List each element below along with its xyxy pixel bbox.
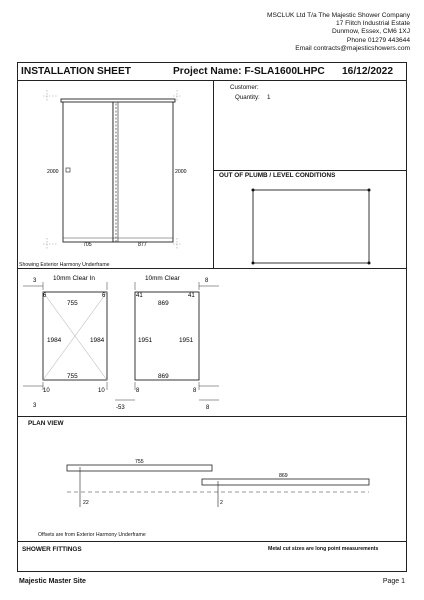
elevation-height-right: 2000 (175, 169, 187, 175)
company-phone: Phone 01279 443644 (346, 36, 410, 44)
plan-panel-2 (202, 479, 369, 485)
quantity-value: 1 (267, 94, 271, 101)
plumb-title: OUT OF PLUMB / LEVEL CONDITIONS (219, 172, 336, 179)
glass-right-height-right: 1951 (179, 337, 194, 344)
glass-left-top-left: 6 (43, 293, 47, 299)
plan-panel-1-width: 755 (135, 459, 144, 465)
footer-page: Page 1 (382, 578, 405, 585)
company-name: MSCLUK Ltd T/a The Majestic Shower Company (266, 12, 410, 19)
fittings-title: SHOWER FITTINGS (22, 546, 82, 553)
glass-right-offset-bottom-left: -53 (116, 405, 125, 411)
glass-divider (17, 416, 407, 417)
glass-right-top-right: 41 (188, 293, 195, 299)
top-rail (61, 99, 175, 102)
glass-right-width-top: 869 (158, 300, 169, 307)
glass-left-width-top: 755 (67, 300, 78, 307)
project-name: Project Name: F-SLA1600LHPC (173, 66, 325, 77)
plan-panel-2-width: 869 (279, 473, 288, 479)
company-address-line1: 17 Flitch Industrial Estate (335, 20, 410, 28)
elevation-caption: Showing Exterior Harmony Underframe (19, 262, 110, 268)
glass-left-bottom-left: 10 (43, 388, 50, 394)
glass-left-top-right: 6 (102, 293, 106, 299)
company-address-line2: Dunmow, Essex, CM6 1XJ (331, 28, 410, 36)
plan-note: Offsets are from Exterior Harmony Underframe (38, 532, 146, 538)
customer-label: Customer: (230, 84, 259, 91)
glass-left-offset-bottom: 3 (33, 403, 37, 409)
sheet-title: INSTALLATION SHEET (21, 66, 131, 77)
elevation-height-left: 2000 (47, 169, 59, 175)
right-glass-panel (113, 100, 173, 242)
plumb-divider (213, 170, 407, 171)
glass-right-height-left: 1951 (138, 337, 153, 344)
glass-right-offset-top: 8 (205, 278, 209, 284)
elevation-width-left: 705 (83, 242, 92, 248)
left-glass-panel (63, 100, 113, 242)
glass-left-width-bottom: 755 (67, 373, 78, 380)
plan-panel-1 (67, 465, 212, 471)
glass-left-title: 10mm Clear In (53, 275, 95, 282)
plumb-drawing (240, 185, 380, 265)
elevation-drawing (17, 80, 213, 270)
glass-right-bottom-right: 8 (193, 388, 197, 394)
plan-title: PLAN VIEW (28, 420, 64, 427)
glass-right-offset-bottom-right: 8 (206, 405, 210, 411)
glass-detail-drawing (17, 268, 227, 416)
section-divider-vertical (213, 80, 214, 268)
company-address (267, 12, 410, 53)
fittings-note: Metal cut sizes are long point measurements (268, 546, 379, 552)
plan-offset-2: 2 (220, 500, 223, 506)
plan-offset-1: 22 (83, 500, 89, 506)
elevation-width-right: 877 (138, 242, 147, 248)
glass-left-height-left: 1984 (47, 337, 62, 344)
footer-site: Majestic Master Site (19, 578, 86, 585)
glass-right-width-bottom: 869 (158, 373, 169, 380)
glass-left-bottom-right: 10 (98, 388, 105, 394)
glass-right-title: 10mm Clear (145, 275, 180, 282)
handle-icon (66, 168, 70, 172)
glass-right-top-left: 41 (136, 293, 143, 299)
quantity-label: Quantity: (235, 94, 260, 101)
plan-drawing (17, 455, 407, 515)
plan-divider (17, 541, 407, 542)
glass-left-offset-top: 3 (33, 278, 37, 284)
company-email: Email contracts@majesticshowers.com (295, 44, 410, 52)
glass-right-bottom-left: 8 (136, 388, 140, 394)
glass-left-height-right: 1984 (90, 337, 105, 344)
sheet-date: 16/12/2022 (342, 66, 393, 77)
